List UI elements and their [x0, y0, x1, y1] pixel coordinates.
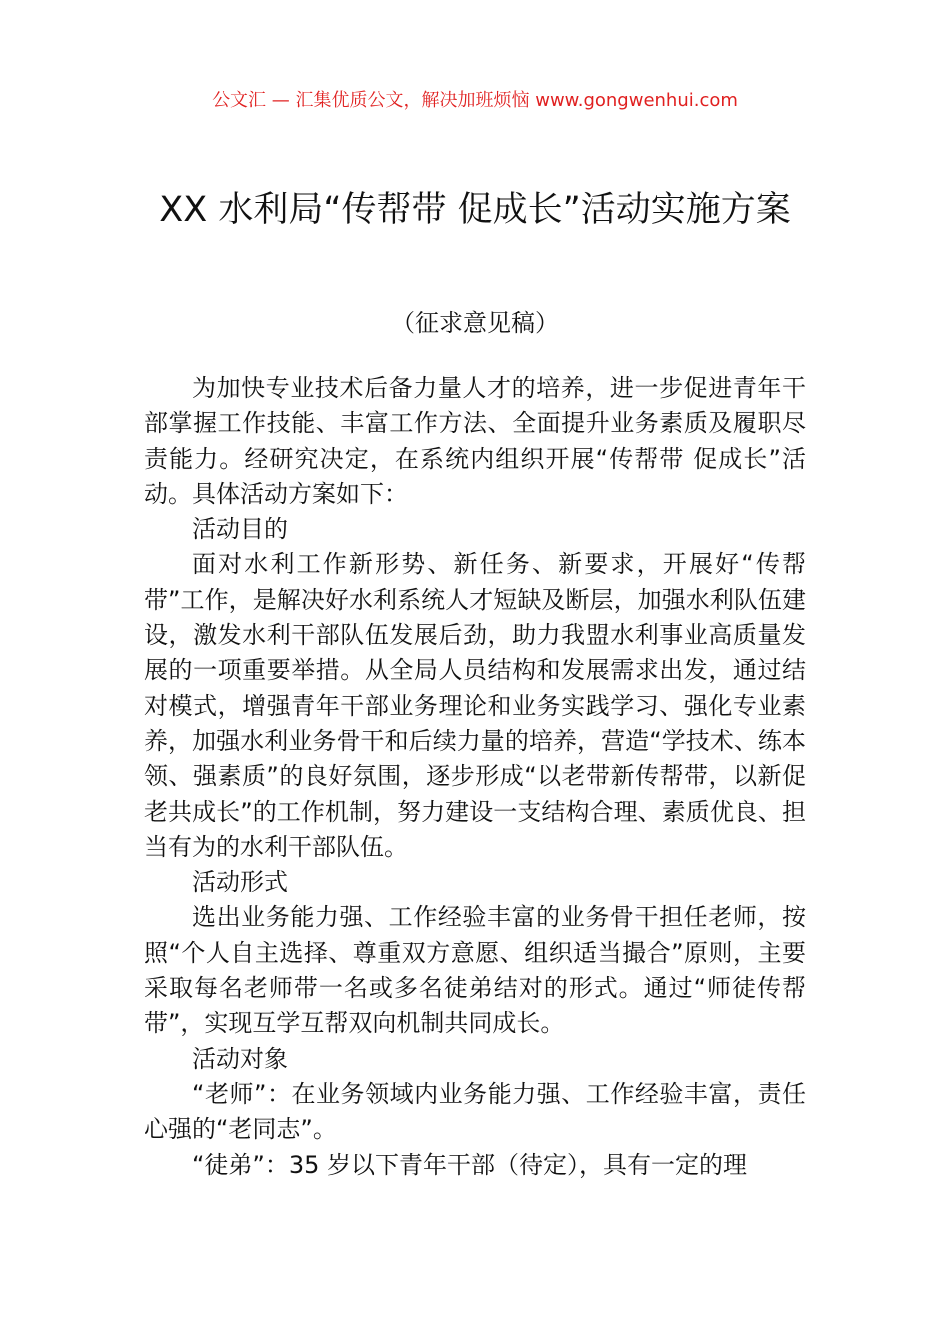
intro-paragraph: 为加快专业技术后备力量人才的培养，进一步促进青年干部掌握工作技能、丰富工作方法、全面提升业务素质及履职尽责能力。经研究决定，在系统内组织开展“传帮带 促成长”活动。具体活动方案如下：: [144, 374, 806, 508]
section-heading-participants: 活动对象: [192, 1044, 288, 1073]
section-heading-purpose: 活动目的: [192, 515, 288, 544]
section-heading-form: 活动形式: [192, 868, 288, 897]
teacher-paragraph: “老师”：在业务领域内业务能力强、工作经验丰富，责任心强的“老同志”。: [144, 1079, 806, 1144]
document-title: XX 水利局“传帮带 促成长”活动实施方案: [159, 190, 791, 230]
student-paragraph: “徒弟”：35 岁以下青年干部（待定），具有一定的理: [192, 1150, 748, 1179]
document-body: [144, 371, 806, 1183]
form-paragraph: 选出业务能力强、工作经验丰富的业务骨干担任老师，按照“个人自主选择、尊重双方意愿、组织适当撮合”原则，主要采取每名老师带一名或多名徒弟结对的形式。通过“师徒传帮带”，实现互学互帮双向机制共同成长。: [144, 903, 806, 1038]
document-subtitle: （征求意见稿）: [391, 309, 559, 337]
purpose-paragraph: 面对水利工作新形势、新任务、新要求，开展好“传帮带”工作，是解决好水利系统人才短缺及断层，加强水利队伍建设，激发水利干部队伍发展后劲，助力我盟水利事业高质量发展的一项重要举措。从全局人员结构和发展需求出发，通过结对模式，增强青年干部业务理论和业务实践学习、强化专业素养，加强水利业务骨干和后续力量的培养，营造“学技术、练本领、强素质”的良好氛围，逐步形成“以老带新传帮带，以新促老共成长”的工作机制，努力建设一支结构合理、素质优良、担当有为的水利干部队伍。: [144, 550, 806, 861]
website-banner: 公文汇 — 汇集优质公文，解决加班烦恼 www.gongwenhui.com: [212, 90, 738, 111]
